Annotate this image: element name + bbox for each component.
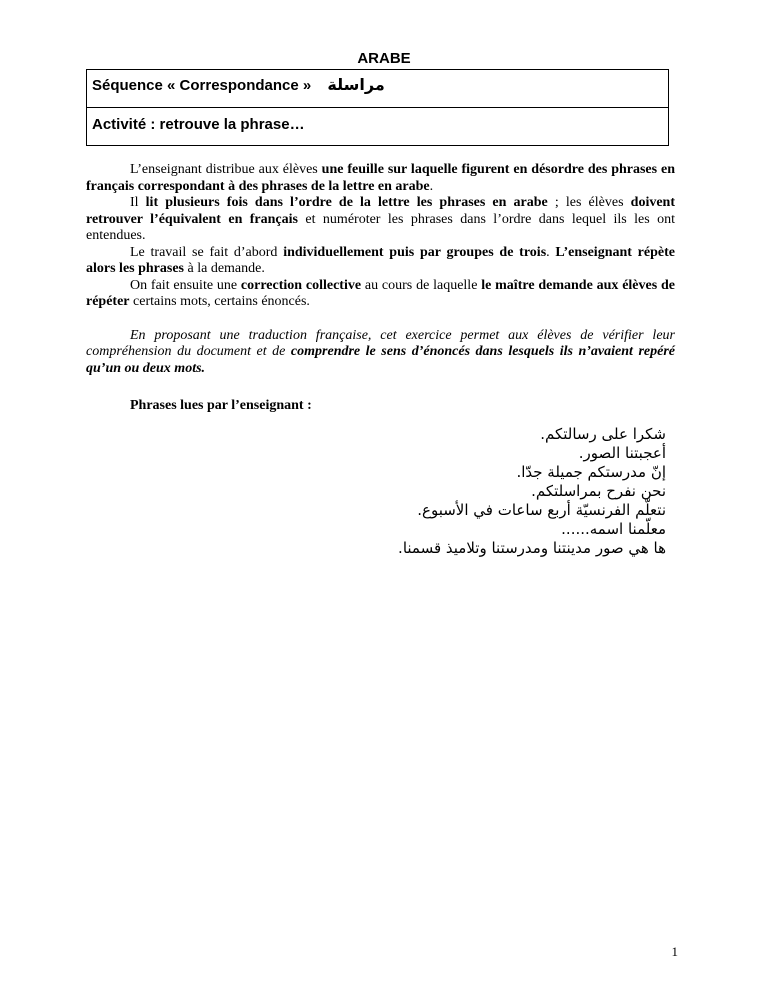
body-text [86,162,675,377]
sequence-row [87,70,668,108]
paragraph-4: On fait ensuite une correction collective au cours de laquelle le maître demande aux élèves de répéter certains mots, certains énoncés. [86,277,676,309]
page-number: 1 [671,944,678,959]
activity-title: Activité : retrouve la phrase… [92,116,305,133]
arabic-phrase: نتعلّم الفرنسيّة أربع ساعات في الأسبوع. [417,501,666,519]
arabic-phrases-list [266,425,666,558]
sequence-label: Séquence « Correspondance » [92,77,316,94]
paragraph-2: Il lit plusieurs fois dans l’ordre de la lettre les phrases en arabe ; les élèves doivent retrouver l’équivalent en français et numéroter les phrases dans l’ordre dans lequel ils les ont entendues. [86,195,675,243]
arabic-phrase: إنّ مدرستكم جميلة جدّا. [516,463,666,481]
arabic-phrase: معلّمنا اسمه...... [561,520,666,538]
paragraph-3: Le travail se fait d’abord individuellement puis par groupes de trois. L’enseignant répète alors les phrases à la demande. [86,244,675,276]
arabic-phrase: ها هي صور مدينتنا ومدرستنا وتلاميذ قسمنا. [398,539,666,557]
header-box [86,69,669,146]
phrases-label: Phrases lues par l’enseignant : [130,398,312,413]
activity-row [87,108,668,146]
arabic-phrase: نحن نفرح بمراسلتكم. [531,482,666,500]
paragraph-5: En proposant une traduction française, cet exercice permet aux élèves de vérifier leur compréhension du document et de comprendre le sens d’énoncés dans lesquels ils n’avaient repéré qu’un ou deux mots. [86,327,675,376]
arabic-phrase: شكرا على رسالتكم. [540,425,666,443]
paragraph-1: L’enseignant distribue aux élèves une feuille sur laquelle figurent en désordre des phrases en français correspondant à des phrases de la lettre en arabe. [86,162,676,194]
page-title: ARABE [357,50,411,67]
sequence-arabic: مراسلة [327,75,385,94]
arabic-phrase: أعجبتنا الصور. [578,444,666,462]
